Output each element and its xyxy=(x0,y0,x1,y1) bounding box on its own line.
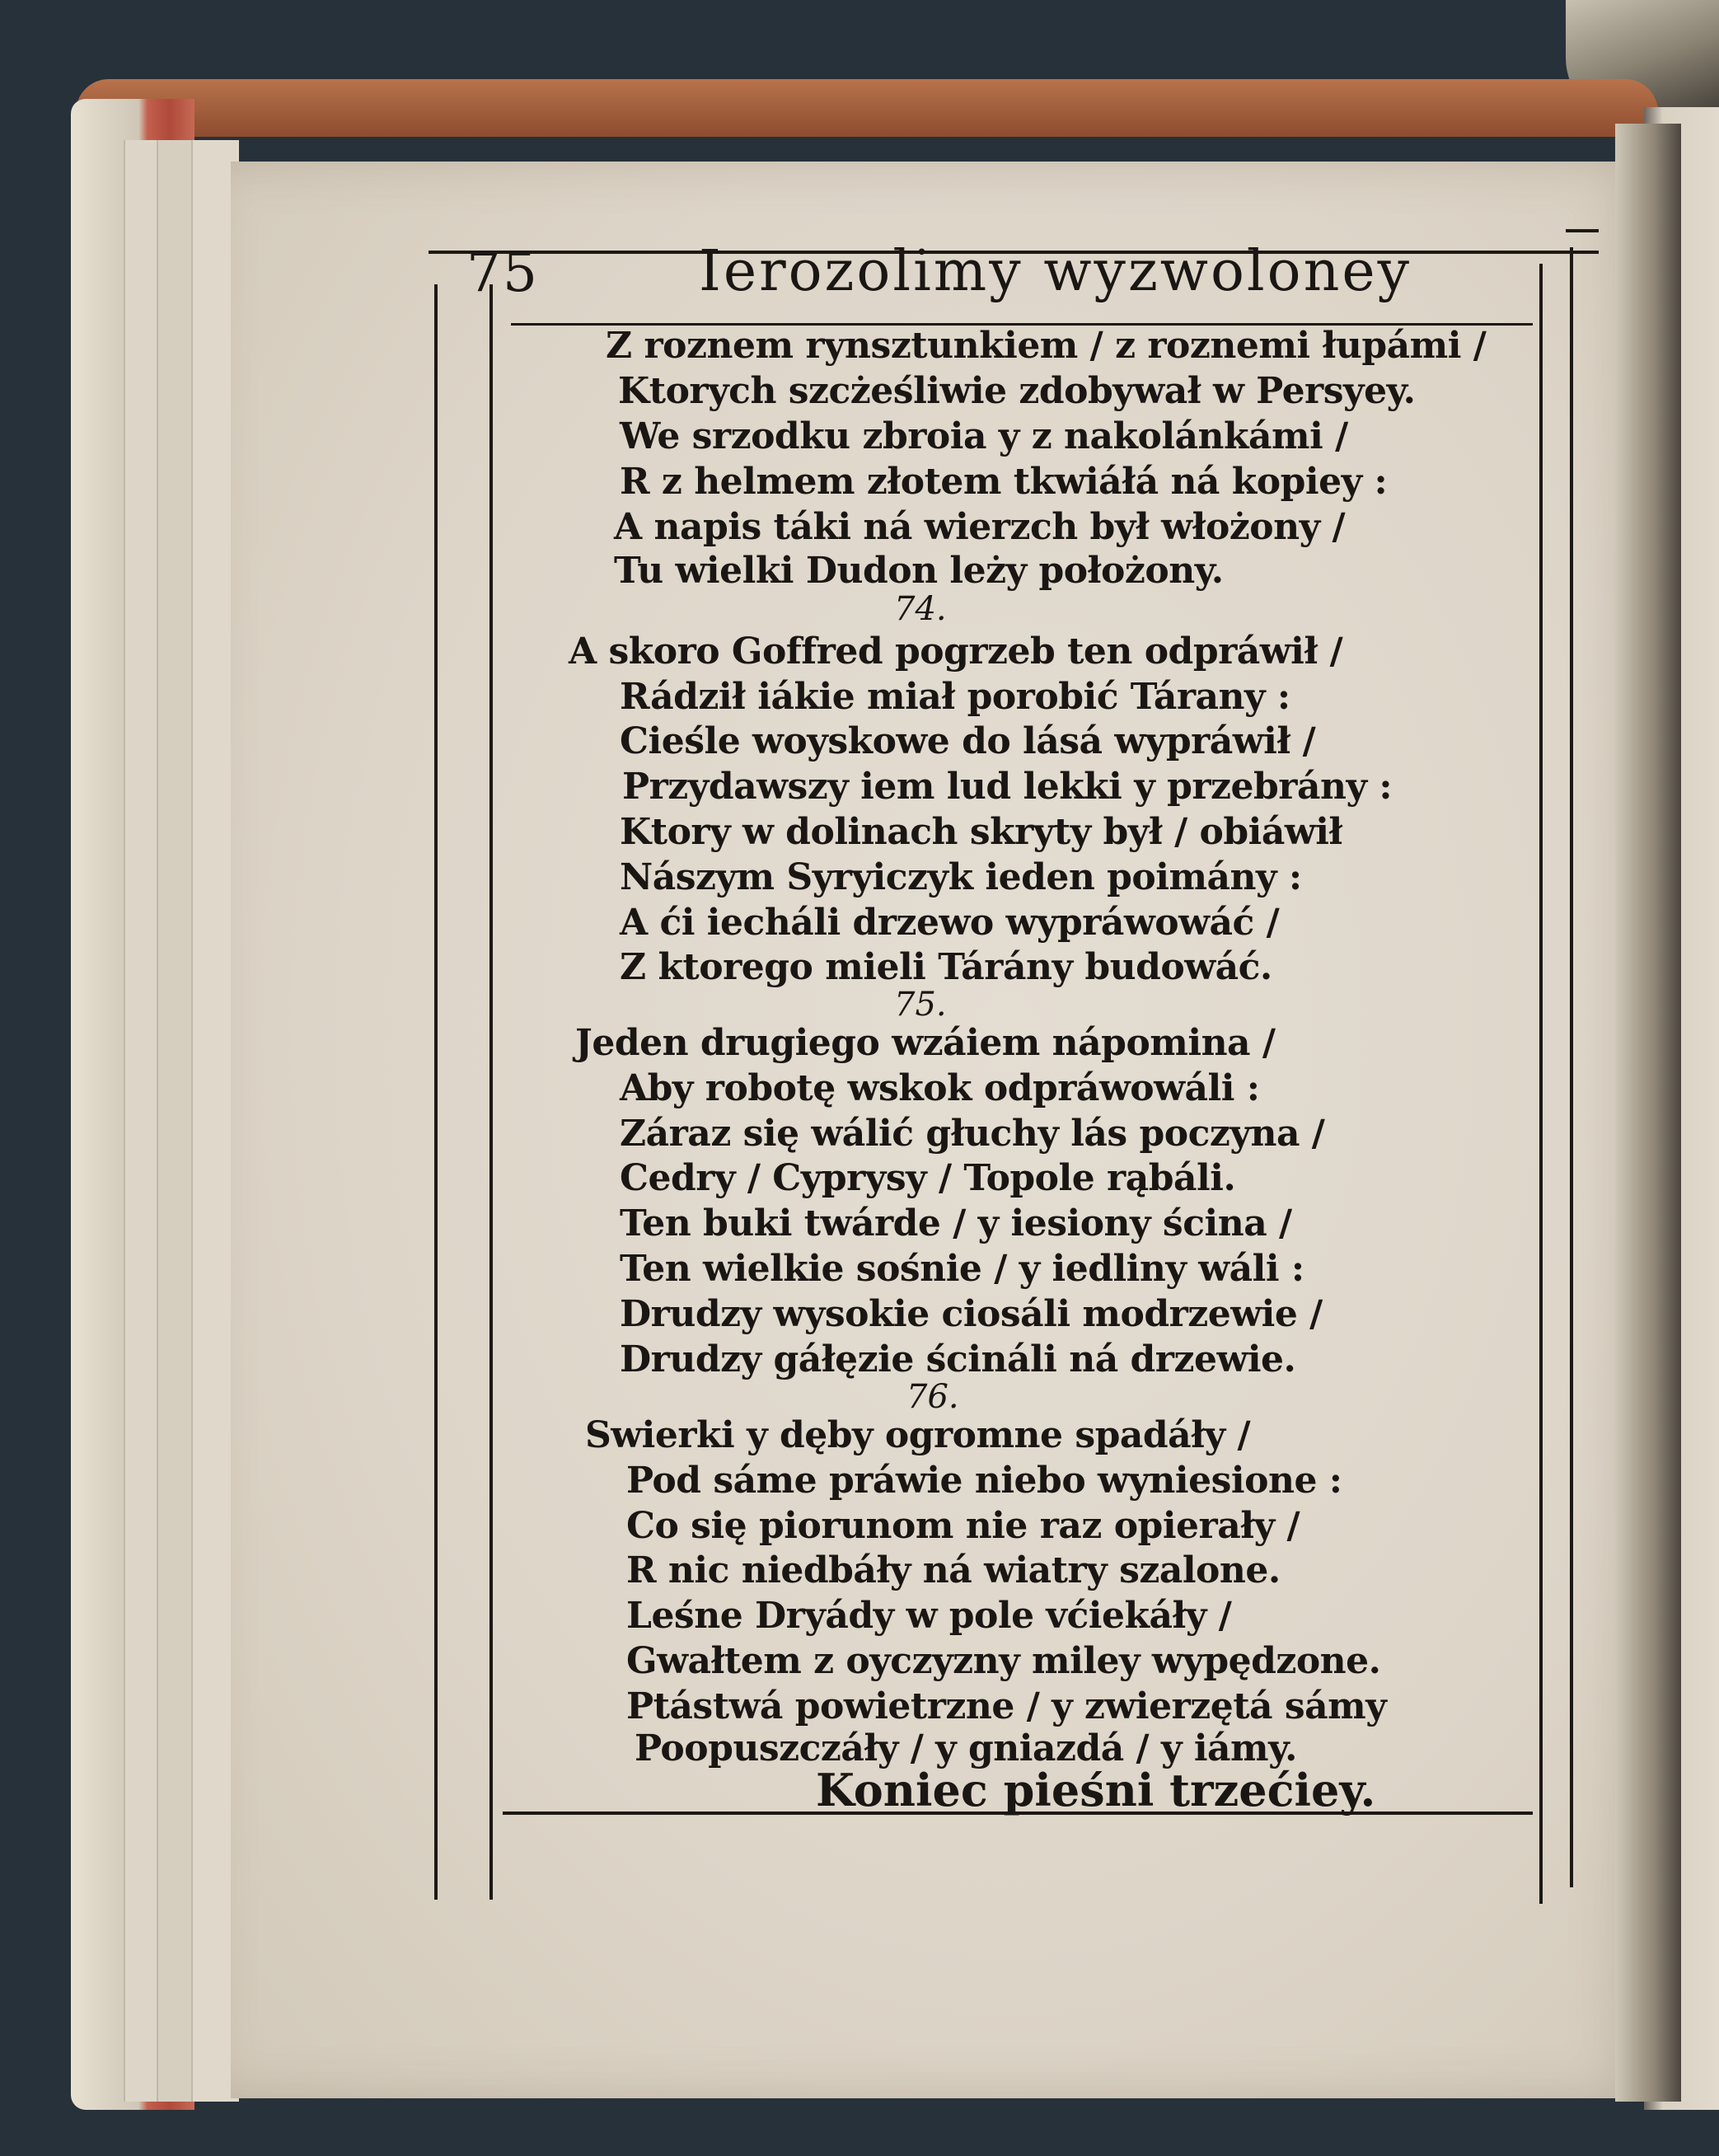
verse-line: Aby robotę wskok odpráwowáli : xyxy=(620,1067,1260,1109)
verse-line: Co się piorunom nie raz opierały / xyxy=(626,1505,1300,1547)
verse-line: Gwałtem z oyczyzny miley wypędzone. xyxy=(626,1640,1381,1682)
verse-line: Cieśle woyskowe do lásá wypráwił / xyxy=(620,720,1316,762)
verse-line: A napis táki ná wierzch był włożony / xyxy=(614,506,1346,548)
verse-line: Swierki y dęby ogromne spadáły / xyxy=(585,1414,1251,1456)
book-top-edge xyxy=(76,79,1658,137)
verse-line: Z ktorego mieli Tárány budowáć. xyxy=(620,946,1272,988)
verse-line: R z helmem złotem tkwiáłá ná kopiey : xyxy=(620,461,1388,503)
top-rule-corner xyxy=(1566,229,1599,232)
verse-line: Ktory w dolinach skryty był / obiáwił xyxy=(620,811,1342,853)
verse-line: Drudzy gáłęzie ścináli ná drzewie. xyxy=(620,1338,1296,1380)
page-number: 75 xyxy=(466,241,539,304)
verse-line: Ptástwá powietrzne / y zwierzętá sámy xyxy=(626,1685,1387,1727)
verse-line: Ten wielkie sośnie / y iedliny wáli : xyxy=(620,1248,1304,1290)
right-rule-outer xyxy=(1570,247,1573,1887)
left-rule-outer xyxy=(434,284,438,1900)
verse-line: Drudzy wysokie ciosáli modrzewie / xyxy=(620,1293,1323,1335)
verse-line: Ktorych szcżeśliwie zdobywał w Persyey. xyxy=(618,370,1416,412)
verse-line: Rádził iákie miał porobić Tárany : xyxy=(620,676,1290,718)
page-gutter xyxy=(1615,124,1681,2102)
stanza-number: 76. xyxy=(906,1378,959,1416)
verse-line: Z roznem rynsztunkiem / z roznemi łupámi / xyxy=(606,325,1487,367)
right-rule-inner xyxy=(1539,264,1543,1904)
verse-line: Pod sáme práwie niebo wyniesione : xyxy=(626,1460,1342,1502)
verse-line: We srzodku zbroia y z nakolánkámi / xyxy=(620,415,1348,457)
verse-line: Ten buki twárde / y iesiony ścina / xyxy=(620,1202,1292,1244)
stanza-number: 74. xyxy=(894,590,947,628)
verse-line: Tu wielki Dudon leży położony. xyxy=(614,550,1224,592)
running-title: Ierozolimy wyzwoloney xyxy=(699,239,1412,304)
verse-line: Cedry / Cyprysy / Topole rąbáli. xyxy=(620,1157,1236,1199)
verse-line: A skoro Goffred pogrzeb ten odpráwił / xyxy=(569,630,1343,673)
verse-line: Poopuszczáły / y gniazdá / y iámy. xyxy=(635,1727,1297,1769)
verse-line: Záraz się wálić głuchy lás poczyna / xyxy=(620,1113,1325,1155)
verse-line: R nic niedbáły ná wiatry szalone. xyxy=(626,1549,1281,1591)
left-rule-inner xyxy=(489,284,493,1900)
verse-line: Przydawszy iem lud lekki y przebrány : xyxy=(622,766,1393,808)
verse-line: Jeden drugiego wzáiem nápomina / xyxy=(575,1022,1276,1064)
stanza-number: 75. xyxy=(894,986,947,1024)
verse-line: Leśne Dryády w pole vćiekáły / xyxy=(626,1595,1232,1637)
verse-line: A ći iecháli drzewo wypráwowáć / xyxy=(620,902,1280,944)
verse-line: Nászym Syryiczyk ieden poimány : xyxy=(620,856,1302,898)
colophon: Koniec pieśni trzećiey. xyxy=(816,1764,1376,1816)
